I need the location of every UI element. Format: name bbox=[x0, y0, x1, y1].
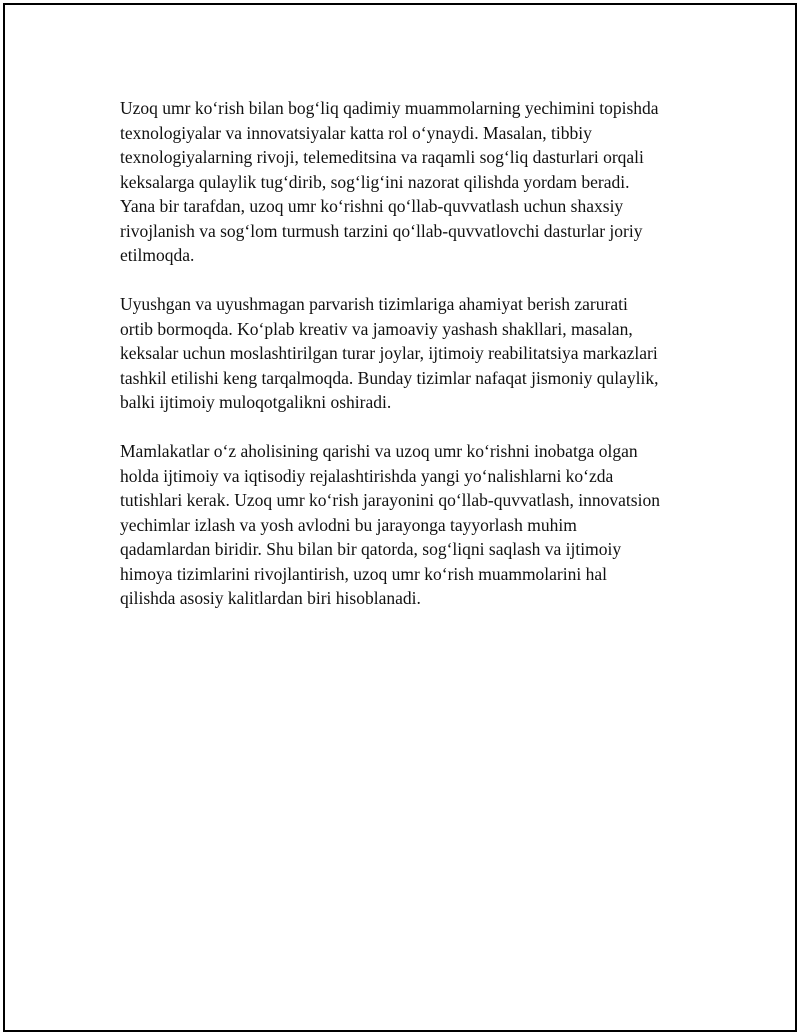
paragraph-line: etilmoqda. bbox=[120, 245, 195, 265]
paragraph-line: qilishda asosiy kalitlardan biri hisoblanadi. bbox=[120, 588, 421, 608]
paragraph-line: Mamlakatlar oʻz aholisining qarishi va uzoq umr koʻrishni inobatga olgan bbox=[120, 441, 638, 461]
paragraph-line: Yana bir tarafdan, uzoq umr koʻrishni qoʻllab-quvvatlash uchun shaxsiy bbox=[120, 196, 624, 216]
paragraph-line: rivojlanish va sogʻlom turmush tarzini qoʻllab-quvvatlovchi dasturlar joriy bbox=[120, 220, 643, 241]
document-body bbox=[120, 96, 710, 635]
paragraph-line: texnologiyalar va innovatsiyalar katta rol oʻynaydi. Masalan, tibbiy bbox=[120, 122, 592, 143]
paragraph-line: yechimlar izlash va yosh avlodni bu jarayonga tayyorlash muhim bbox=[120, 514, 577, 535]
paragraph-3 bbox=[120, 439, 710, 611]
page-frame bbox=[3, 3, 797, 1032]
paragraph-line: keksalar uchun moslashtirilgan turar joylar, ijtimoiy reabilitatsiya markazlari bbox=[120, 343, 658, 363]
paragraph-1 bbox=[120, 96, 710, 268]
paragraph-line: tutishlari kerak. Uzoq umr koʻrish jarayonini qoʻllab-quvvatlash, innovatsion bbox=[120, 490, 660, 510]
paragraph-line: balki ijtimoiy muloqotgalikni oshiradi. bbox=[120, 392, 392, 412]
paragraph-line: himoya tizimlarini rivojlantirish, uzoq umr koʻrish muammolarini hal bbox=[120, 563, 607, 584]
paragraph-line: ortib bormoqda. Koʻplab kreativ va jamoaviy yashash shakllari, masalan, bbox=[120, 318, 633, 339]
paragraph-line: Uzoq umr koʻrish bilan bogʻliq qadimiy muammolarning yechimini topishda bbox=[120, 98, 659, 118]
paragraph-line: holda ijtimoiy va iqtisodiy rejalashtirishda yangi yoʻnalishlarni koʻzda bbox=[120, 465, 614, 486]
paragraph-line: tashkil etilishi keng tarqalmoqda. Bunday tizimlar nafaqat jismoniy qulaylik, bbox=[120, 367, 659, 388]
paragraph-line: keksalarga qulaylik tugʻdirib, sogʻligʻini nazorat qilishda yordam beradi. bbox=[120, 171, 630, 192]
paragraph-line: texnologiyalarning rivoji, telemeditsina va raqamli sogʻliq dasturlari orqali bbox=[120, 147, 644, 167]
paragraph-line: qadamlardan biridir. Shu bilan bir qatorda, sogʻliqni saqlash va ijtimoiy bbox=[120, 539, 622, 559]
paragraph-2 bbox=[120, 292, 710, 415]
paragraph-line: Uyushgan va uyushmagan parvarish tizimlariga ahamiyat berish zarurati bbox=[120, 294, 628, 314]
